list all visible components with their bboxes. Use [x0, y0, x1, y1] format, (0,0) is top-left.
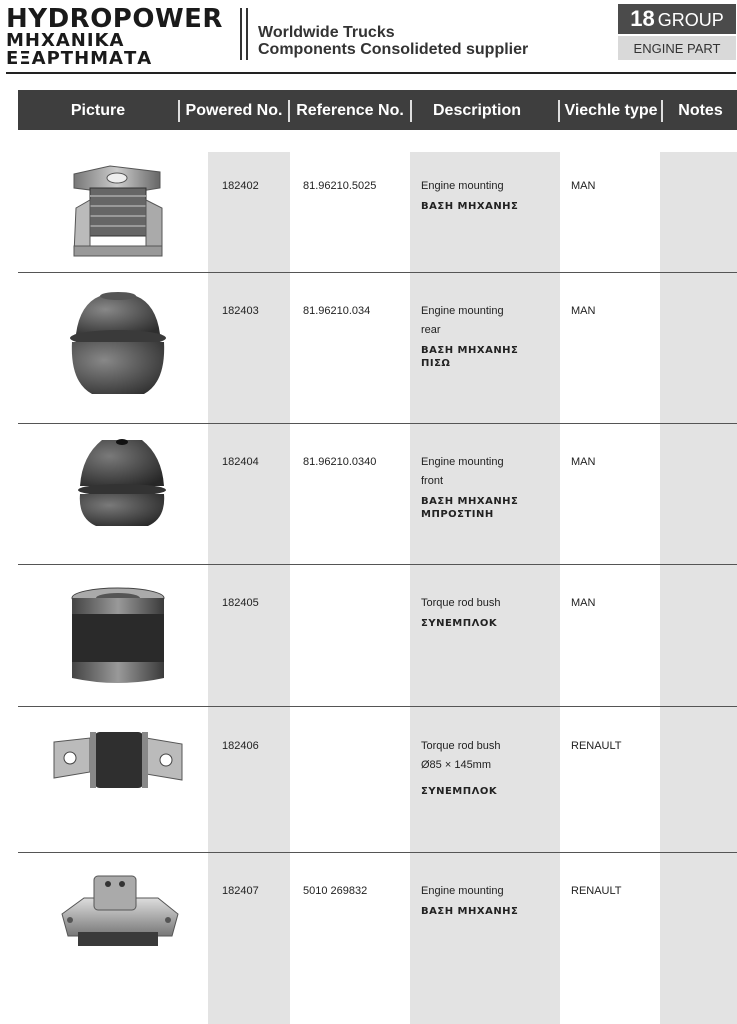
description-line: Engine mounting — [421, 305, 504, 317]
header-separator — [410, 100, 412, 122]
reference-number: 81.96210.0340 — [303, 456, 377, 468]
reference-number: 5010 269832 — [303, 885, 368, 897]
group-number: 18 — [630, 6, 655, 31]
description — [421, 882, 518, 918]
brand-line-3: ΕΞΑΡΤΗΜΑΤΑ — [6, 48, 153, 69]
reference-number: 81.96210.5025 — [303, 180, 377, 192]
description-line: front — [421, 475, 444, 487]
col-vehicle: Viechle type — [564, 102, 658, 119]
greek-description: ΒΑΣΗ ΜΗΧΑΝΗΣ — [421, 906, 519, 917]
part-category: ENGINE PART — [618, 36, 736, 60]
description — [421, 594, 501, 630]
greek-description: ΣΥΝΕΜΠΛΟΚ — [421, 786, 498, 797]
header-separator — [288, 100, 290, 122]
group-label: GROUP — [657, 10, 724, 30]
row-divider — [18, 706, 737, 707]
greek-description: ΜΠΡΟΣΤΙΝΗ — [421, 509, 494, 520]
col-powered: Powered No. — [185, 102, 283, 119]
greek-description: ΒΑΣΗ ΜΗΧΑΝΗΣ — [421, 496, 519, 507]
header-rule — [6, 72, 736, 74]
row-divider — [18, 564, 737, 565]
brand-line-1: HYDROPOWER — [6, 4, 223, 34]
reference-number: 81.96210.034 — [303, 305, 371, 317]
powered-number: 182402 — [222, 180, 259, 192]
description-line: Engine mounting — [421, 885, 504, 897]
col-notes: Notes — [678, 102, 723, 119]
powered-number: 182405 — [222, 597, 259, 609]
description — [421, 453, 518, 521]
col-description: Description — [432, 102, 521, 119]
greek-description: ΣΥΝΕΜΠΛΟΚ — [421, 618, 498, 629]
torque-rod-bush-with-plates-image — [50, 728, 186, 794]
greek-description: ΒΑΣΗ ΜΗΧΑΝΗΣ — [421, 201, 519, 212]
header-separator — [178, 100, 180, 122]
engine-mounting-bracket-image — [62, 160, 172, 260]
torque-rod-bush-image — [66, 584, 170, 688]
description-line: Ø85 × 145mm — [421, 759, 492, 771]
vehicle-type: RENAULT — [571, 740, 622, 752]
tagline-line-2: Components Consolideted supplier — [258, 41, 529, 58]
description-line: Torque rod bush — [421, 597, 501, 609]
engine-mounting-rubber-rear-image — [66, 290, 170, 402]
engine-mounting-rubber-front-image — [76, 434, 168, 530]
description — [421, 177, 518, 213]
row-divider — [18, 272, 737, 273]
tagline — [258, 24, 528, 58]
description — [421, 302, 518, 370]
row-divider — [18, 852, 737, 853]
col-picture: Picture — [70, 102, 126, 119]
powered-number: 182403 — [222, 305, 259, 317]
greek-description: ΠΙΣΩ — [421, 358, 451, 369]
description — [421, 737, 501, 798]
description-line: Engine mounting — [421, 456, 504, 468]
col-reference: Reference No. — [296, 102, 404, 119]
powered-number: 182406 — [222, 740, 259, 752]
vehicle-type: MAN — [571, 597, 596, 609]
description-line: Engine mounting — [421, 180, 504, 192]
powered-number: 182407 — [222, 885, 259, 897]
row-divider — [18, 423, 737, 424]
brand-line-2: ΜΗΧΑΝΙΚΑ — [6, 30, 125, 51]
description-line: Torque rod bush — [421, 740, 501, 752]
header-separator — [661, 100, 663, 122]
engine-mounting-plate-image — [54, 870, 182, 952]
vehicle-type: RENAULT — [571, 885, 622, 897]
brand-logo — [6, 6, 223, 68]
brand-divider — [246, 8, 248, 60]
vehicle-type: MAN — [571, 305, 596, 317]
description-line: rear — [421, 324, 441, 336]
powered-number: 182404 — [222, 456, 259, 468]
vehicle-type: MAN — [571, 456, 596, 468]
brand-divider — [240, 8, 242, 60]
vehicle-type: MAN — [571, 180, 596, 192]
tagline-line-1: Worldwide Trucks — [258, 24, 395, 41]
table-header — [18, 90, 737, 130]
group-badge — [618, 4, 736, 34]
greek-description: ΒΑΣΗ ΜΗΧΑΝΗΣ — [421, 345, 519, 356]
notes-column-bg — [660, 152, 737, 1024]
